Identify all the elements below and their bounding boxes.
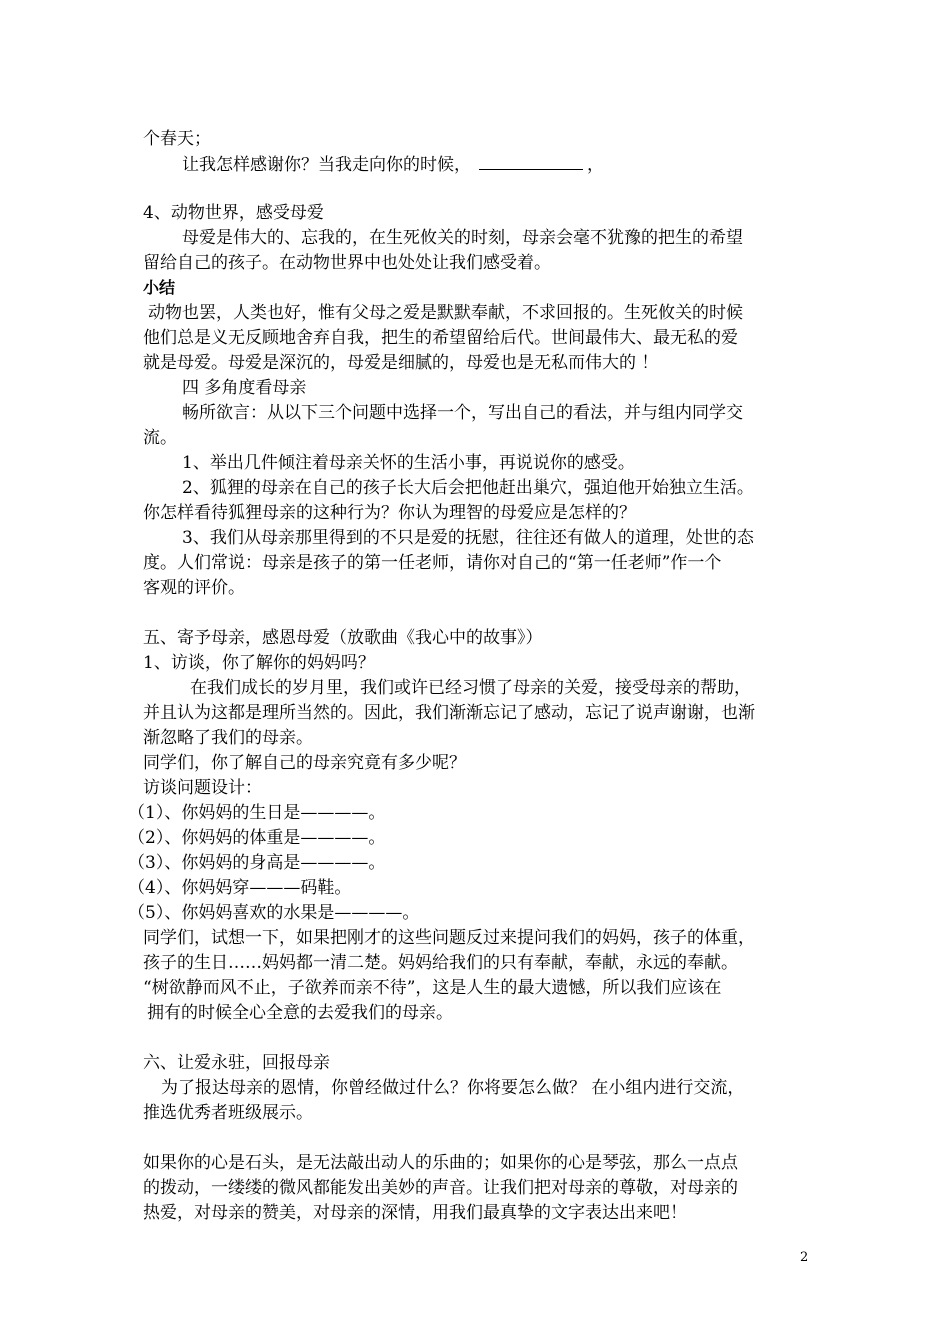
text-line: 拥有的时候全心全意的去爱我们的母亲。 xyxy=(147,1003,453,1023)
text-line: 2、狐狸的母亲在自己的孩子长大后会把他赶出巢穴，强迫他开始独立生活。 xyxy=(182,478,754,498)
section-heading: 六、让爱永驻，回报母亲 xyxy=(143,1053,330,1073)
text-line: 的拨动，一缕缕的微风都能发出美妙的声音。让我们把对母亲的尊敬，对母亲的 xyxy=(143,1178,738,1198)
text-line: 孩子的生日……妈妈都一清二楚。妈妈给我们的只有奉献，奉献，永远的奉献。 xyxy=(143,953,738,973)
text-line: 度。人们常说：母亲是孩子的第一任老师，请你对自己的“第一任老师”作一个 xyxy=(143,553,722,573)
text-line: 1、访谈，你了解你的妈妈吗？ xyxy=(143,653,375,673)
text-line: 为了报达母亲的恩情，你曾经做过什么？你将要怎么做？ 在小组内进行交流， xyxy=(161,1078,745,1098)
text-line: 个春天； xyxy=(143,129,211,149)
text-line: “树欲静而风不止，子欲养而亲不待”，这是人生的最大遗憾，所以我们应该在 xyxy=(143,978,722,998)
section-heading: 4、动物世界，感受母爱 xyxy=(143,203,324,223)
text-line: 3、我们从母亲那里得到的不只是爱的抚慰，往往还有做人的道理，处世的态 xyxy=(182,528,754,548)
text-line: 同学们，你了解自己的母亲究竟有多少呢？ xyxy=(143,753,466,773)
text-line: 留给自己的孩子。在动物世界中也处处让我们感受着。 xyxy=(143,253,551,273)
summary-heading: 小结 xyxy=(143,278,176,297)
section-heading: 四 多角度看母亲 xyxy=(182,378,307,398)
text-line: 畅所欲言：从以下三个问题中选择一个，写出自己的看法，并与组内同学交 xyxy=(182,403,743,423)
text-line: 推选优秀者班级展示。 xyxy=(143,1103,313,1123)
section-heading: 五、寄予母亲，感恩母爱（放歌曲《我心中的故事》） xyxy=(143,628,543,648)
text-segment: 让我怎样感谢你？当我走向你的时候， xyxy=(182,155,471,175)
interview-question: （5）、你妈妈喜欢的水果是————。 xyxy=(128,903,420,923)
text-line: 流。 xyxy=(143,428,177,448)
text-line: 渐忽略了我们的母亲。 xyxy=(143,728,313,748)
interview-question: （3）、你妈妈的身高是————。 xyxy=(128,853,386,873)
interview-question: （1）、你妈妈的生日是————。 xyxy=(128,803,386,823)
interview-question: （2）、你妈妈的体重是————。 xyxy=(128,828,386,848)
text-segment: ， xyxy=(587,155,604,175)
text-line: 访谈问题设计： xyxy=(143,778,262,798)
text-line: 动物也罢，人类也好，惟有父母之爱是默默奉献，不求回报的。生死攸关的时候 xyxy=(148,303,743,323)
text-line: 客观的评价。 xyxy=(143,578,245,598)
text-line: 热爱，对母亲的赞美，对母亲的深情，用我们最真挚的文字表达出来吧！ xyxy=(143,1203,687,1223)
text-line: 就是母爱。母爱是深沉的，母爱是细腻的，母爱也是无私而伟大的 ！ xyxy=(143,353,659,373)
text-line: 1、举出几件倾注着母亲关怀的生活小事，再说说你的感受。 xyxy=(182,453,635,473)
text-line: 如果你的心是石头，是无法敲出动人的乐曲的；如果你的心是琴弦，那么一点点 xyxy=(143,1153,738,1173)
text-line: 并且认为这都是理所当然的。因此，我们渐渐忘记了感动，忘记了说声谢谢，也渐 xyxy=(143,703,755,723)
page-number: 2 xyxy=(800,1250,809,1265)
text-line xyxy=(182,153,604,177)
text-line: 母爱是伟大的、忘我的，在生死攸关的时刻，母亲会毫不犹豫的把生的希望 xyxy=(182,228,743,248)
text-line: 在我们成长的岁月里，我们或许已经习惯了母亲的关爱，接受母亲的帮助， xyxy=(190,678,751,698)
fill-in-blank xyxy=(479,153,583,170)
text-line: 他们总是义无反顾地舍弃自我，把生的希望留给后代。世间最伟大、最无私的爱 xyxy=(143,328,738,348)
text-line: 你怎样看待狐狸母亲的这种行为？你认为理智的母爱应是怎样的？ xyxy=(143,503,636,523)
interview-question: （4）、你妈妈穿———码鞋。 xyxy=(128,878,352,898)
text-line: 同学们，试想一下，如果把刚才的这些问题反过来提问我们的妈妈，孩子的体重， xyxy=(143,928,755,948)
